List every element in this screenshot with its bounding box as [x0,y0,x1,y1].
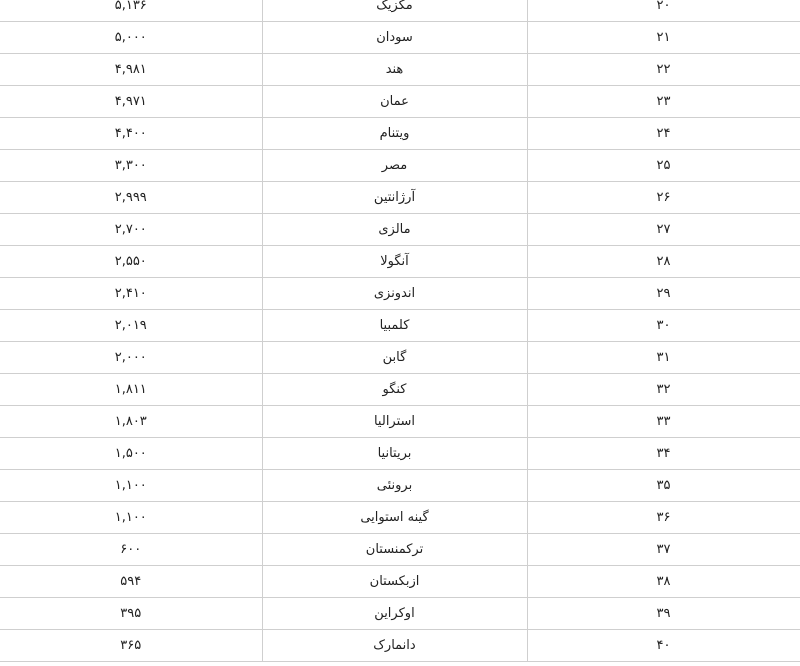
country-cell [262,470,527,502]
value-cell-text: ۲,۷۰۰ [114,222,147,237]
value-cell [0,342,262,374]
country-cell [262,630,527,662]
table-row [0,214,800,246]
country-cell-text: هند [385,62,404,77]
value-cell-text: ۱,۱۰۰ [114,478,147,493]
rank-cell-text: ۲۳ [656,94,671,109]
country-cell [262,278,527,310]
country-cell-text: ترکمنستان [365,542,424,557]
rank-cell-text: ۲۲ [656,62,671,77]
rank-cell-text: ۲۷ [656,222,671,237]
value-cell-text: ۳,۳۰۰ [114,158,147,173]
country-cell-text: اوکراین [374,606,415,621]
rank-cell-text: ۳۹ [656,606,671,621]
rank-cell [527,534,800,566]
value-cell [0,534,262,566]
rank-cell [527,630,800,662]
value-cell [0,374,262,406]
value-cell [0,22,262,54]
table-row [0,86,800,118]
rank-cell [527,246,800,278]
rank-cell-text: ۳۴ [656,446,671,461]
rank-cell-text: ۳۲ [656,382,671,397]
country-cell [262,534,527,566]
value-cell [0,278,262,310]
country-cell-text: عمان [380,94,409,109]
value-cell [0,406,262,438]
value-cell [0,0,262,22]
country-cell [262,86,527,118]
rank-cell-text: ۳۰ [656,318,671,333]
value-cell-text: ۴,۹۸۱ [114,62,147,77]
table-row [0,502,800,534]
value-cell [0,310,262,342]
rank-cell [527,118,800,150]
table-row [0,310,800,342]
country-cell-text: سودان [376,30,413,45]
value-cell [0,502,262,534]
country-cell [262,502,527,534]
country-cell [262,22,527,54]
value-cell [0,54,262,86]
country-cell [262,438,527,470]
table-row [0,0,800,22]
value-cell [0,214,262,246]
rank-cell-text: ۳۷ [656,542,671,557]
table-row [0,278,800,310]
rank-cell-text: ۲۶ [656,190,671,205]
value-cell [0,118,262,150]
value-cell-text: ۲,۵۵۰ [114,254,147,269]
value-cell [0,438,262,470]
value-cell [0,86,262,118]
rank-cell-text: ۲۱ [656,30,671,45]
rank-cell [527,54,800,86]
value-cell [0,470,262,502]
country-cell-text: آنگولا [380,254,409,269]
country-cell [262,374,527,406]
country-cell [262,150,527,182]
table-row [0,406,800,438]
country-cell-text: استرالیا [373,414,416,429]
value-cell-text: ۲,۰۰۰ [114,350,147,365]
table-row [0,470,800,502]
value-cell [0,566,262,598]
country-cell [262,0,527,22]
value-cell-text: ۱,۸۱۱ [114,382,147,397]
rank-cell [527,214,800,246]
value-cell-text: ۱,۸۰۳ [114,414,147,429]
table-row [0,438,800,470]
country-cell-text: اندونزی [373,286,416,301]
value-cell [0,598,262,630]
table-row [0,54,800,86]
table-row [0,22,800,54]
table-row [0,598,800,630]
table-row [0,374,800,406]
table-row [0,534,800,566]
rank-cell [527,406,800,438]
rank-cell-text: ۳۵ [656,478,671,493]
country-cell [262,566,527,598]
value-cell [0,246,262,278]
rank-cell [527,310,800,342]
country-cell [262,54,527,86]
value-cell-text: ۲,۰۱۹ [114,318,147,333]
country-cell [262,118,527,150]
rank-cell-text: ۲۸ [656,254,671,269]
table-row [0,118,800,150]
value-cell [0,182,262,214]
rank-cell-text: ۲۴ [656,126,671,141]
rank-cell [527,470,800,502]
value-cell-text: ۳۶۵ [120,638,142,653]
country-cell-text: گینه استوایی [360,510,429,525]
rank-cell-text: ۲۰ [656,0,671,13]
country-cell-text: کنگو [382,382,407,397]
country-cell [262,310,527,342]
rank-cell [527,438,800,470]
value-cell [0,150,262,182]
rank-cell [527,0,800,22]
country-cell-text: مالزی [378,222,411,237]
rank-cell-text: ۳۶ [656,510,671,525]
value-cell [0,630,262,662]
value-cell-text: ۶۰۰ [120,542,142,557]
country-cell-text: کلمبیا [379,318,410,333]
value-cell-text: ۵,۱۳۶ [114,0,147,13]
rank-cell [527,342,800,374]
value-cell-text: ۵,۰۰۰ [114,30,147,45]
country-cell [262,598,527,630]
rank-cell [527,278,800,310]
table-row [0,150,800,182]
value-cell-text: ۱,۵۰۰ [114,446,147,461]
table-row [0,630,800,662]
table-row [0,182,800,214]
value-cell-text: ۲,۹۹۹ [114,190,147,205]
country-cell-text: بریتانیا [377,446,412,461]
rank-cell-text: ۴۰ [656,638,671,653]
rank-cell-text: ۲۹ [656,286,671,301]
value-cell-text: ۲,۴۱۰ [114,286,147,301]
table-row [0,342,800,374]
country-cell-text: گابن [382,350,407,365]
country-cell-text: آرژانتین [373,190,416,205]
value-cell-text: ۴,۹۷۱ [114,94,147,109]
country-cell-text: مکزیک [376,0,413,13]
country-cell [262,406,527,438]
country-cell [262,182,527,214]
country-cell-text: دانمارک [373,638,416,653]
country-cell [262,342,527,374]
rank-cell [527,566,800,598]
rank-cell [527,150,800,182]
rank-cell-text: ۲۵ [656,158,671,173]
value-cell-text: ۱,۱۰۰ [114,510,147,525]
rank-cell [527,182,800,214]
rank-cell-text: ۳۸ [656,574,671,589]
country-cell-text: ازبکستان [369,574,420,589]
rank-cell [527,22,800,54]
country-cell [262,246,527,278]
rank-cell [527,502,800,534]
country-cell [262,214,527,246]
table-row [0,246,800,278]
value-cell-text: ۵۹۴ [120,574,142,589]
rank-cell [527,598,800,630]
rank-cell [527,86,800,118]
country-cell-text: مصر [381,158,408,173]
value-cell-text: ۴,۴۰۰ [114,126,147,141]
rank-cell-text: ۳۳ [656,414,671,429]
rank-cell [527,374,800,406]
table-row [0,566,800,598]
rank-cell-text: ۳۱ [656,350,671,365]
country-cell-text: ویتنام [379,126,410,141]
value-cell-text: ۳۹۵ [120,606,142,621]
country-cell-text: برونئی [376,478,413,493]
